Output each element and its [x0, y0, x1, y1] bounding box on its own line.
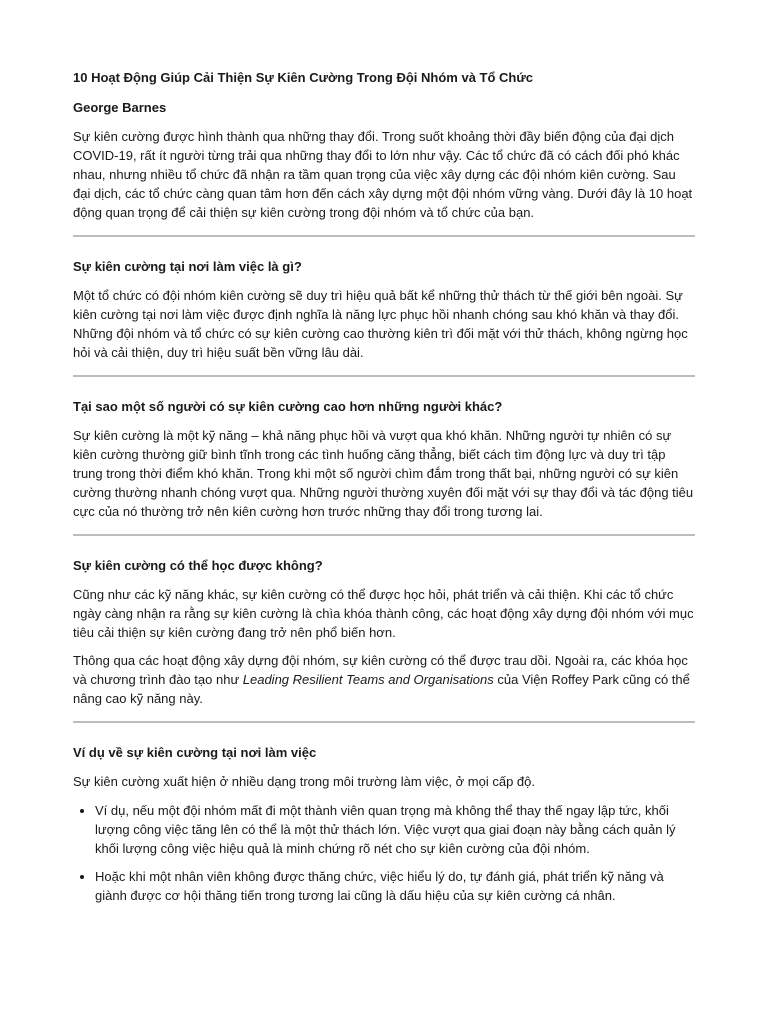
section-what-is-resilience	[73, 257, 695, 362]
intro-paragraph: Sự kiên cường được hình thành qua những thay đổi. Trong suốt khoảng thời đầy biến động của đại dịch COVID-19, rất ít người từng trải qua những thay đổi to lớn như vậy. Các tổ chức đã có cách đối phó khác nhau, nhưng nhiều tổ chức đã nhận ra tầm quan trọng của việc xây dựng các đội nhóm kiên cường. Sau đại dịch, các tổ chức càng quan tâm hơn đến cách xây dựng một đội nhóm vững vàng. Dưới đây là 10 hoạt động quan trọng để cải thiện sự kiên cường trong đội nhóm và tổ chức của bạn.	[73, 129, 693, 220]
section-paragraph: Sự kiên cường là một kỹ năng – khả năng phục hồi và vượt qua khó khăn. Những người tự nhiên có sự kiên cường thường giữ bình tĩnh trong các tình huống căng thẳng, biết cách tìm động lực và duy trì tập trung trong thời điểm khó khăn. Trong khi một số người chìm đắm trong thất bại, những người có sự kiên cường thường nhanh chóng vượt qua. Những người thường xuyên đối mặt với sự thay đổi và tác động tiêu cực của nó thường trở nên kiên cường hơn trước những thay đổi trong tương lai.	[73, 428, 694, 519]
section-heading: Ví dụ về sự kiên cường tại nơi làm việc	[73, 745, 317, 760]
section-paragraph-training	[73, 651, 695, 708]
section-workplace-examples	[73, 743, 695, 905]
section-heading: Sự kiên cường có thể học được không?	[73, 558, 323, 573]
document-title: 10 Hoạt Động Giúp Cải Thiện Sự Kiên Cường Trong Đội Nhóm và Tổ Chức	[73, 70, 533, 85]
list-item: • Hoặc khi một nhân viên không được thăng chức, việc hiểu lý do, tự đánh giá, phát triển kỹ năng và giành được cơ hội thăng tiến trong tương lai cũng là dấu hiệu của sự kiên cường cá nhân.	[95, 867, 695, 905]
section-why-some-more-resilient	[73, 397, 695, 521]
document-page	[73, 60, 695, 914]
text-segment: Thông qua các hoạt động xây dựng đội nhóm, sự kiên cường có thể được trau dồi. Ngoài ra, các khóa học và chương trình đào tạo như	[73, 653, 688, 687]
section-divider	[73, 375, 695, 377]
section-paragraph: Sự kiên cường xuất hiện ở nhiều dạng trong môi trường làm việc, ở mọi cấp độ.	[73, 774, 535, 789]
section-paragraph: Cũng như các kỹ năng khác, sự kiên cường có thể được học hỏi, phát triển và cải thiện. Khi các tổ chức ngày càng nhận ra rằng sự kiên cường là chìa khóa thành công, các hoạt động xây dựng đội nhóm với mục tiêu cải thiện sự kiên cường đang trở nên phổ biến hơn.	[73, 587, 694, 640]
section-divider	[73, 721, 695, 723]
section-divider	[73, 235, 695, 237]
section-divider	[73, 534, 695, 536]
examples-list	[73, 801, 695, 905]
section-heading: Tại sao một số người có sự kiên cường cao hơn những người khác?	[73, 399, 503, 414]
section-heading: Sự kiên cường tại nơi làm việc là gì?	[73, 259, 302, 274]
document-author: George Barnes	[73, 100, 167, 115]
text-segment: của Viện Roffey Park cũng có thể nâng cao kỹ năng này.	[73, 672, 690, 706]
section-can-resilience-be-learned	[73, 556, 695, 708]
list-item: • Ví dụ, nếu một đội nhóm mất đi một thành viên quan trọng mà không thể thay thế ngay lập tức, khối lượng công việc tăng lên có thể là một thử thách lớn. Việc vượt qua giai đoạn này bằng cách quản lý khối lượng công việc hiệu quả là minh chứng rõ nét cho sự kiên cường của đội nhóm.	[95, 801, 695, 858]
section-paragraph: Một tổ chức có đội nhóm kiên cường sẽ duy trì hiệu quả bất kể những thử thách từ thế giới bên ngoài. Sự kiên cường tại nơi làm việc được định nghĩa là năng lực phục hồi nhanh chóng sau khó khăn và thay đổi. Những đội nhóm và tổ chức có sự kiên cường cao thường kiên trì đối mặt với thử thách, không ngừng học hỏi và cải thiện, duy trì hiệu suất bền vững lâu dài.	[73, 288, 688, 360]
course-title: Leading Resilient Teams and Organisations	[242, 672, 494, 687]
